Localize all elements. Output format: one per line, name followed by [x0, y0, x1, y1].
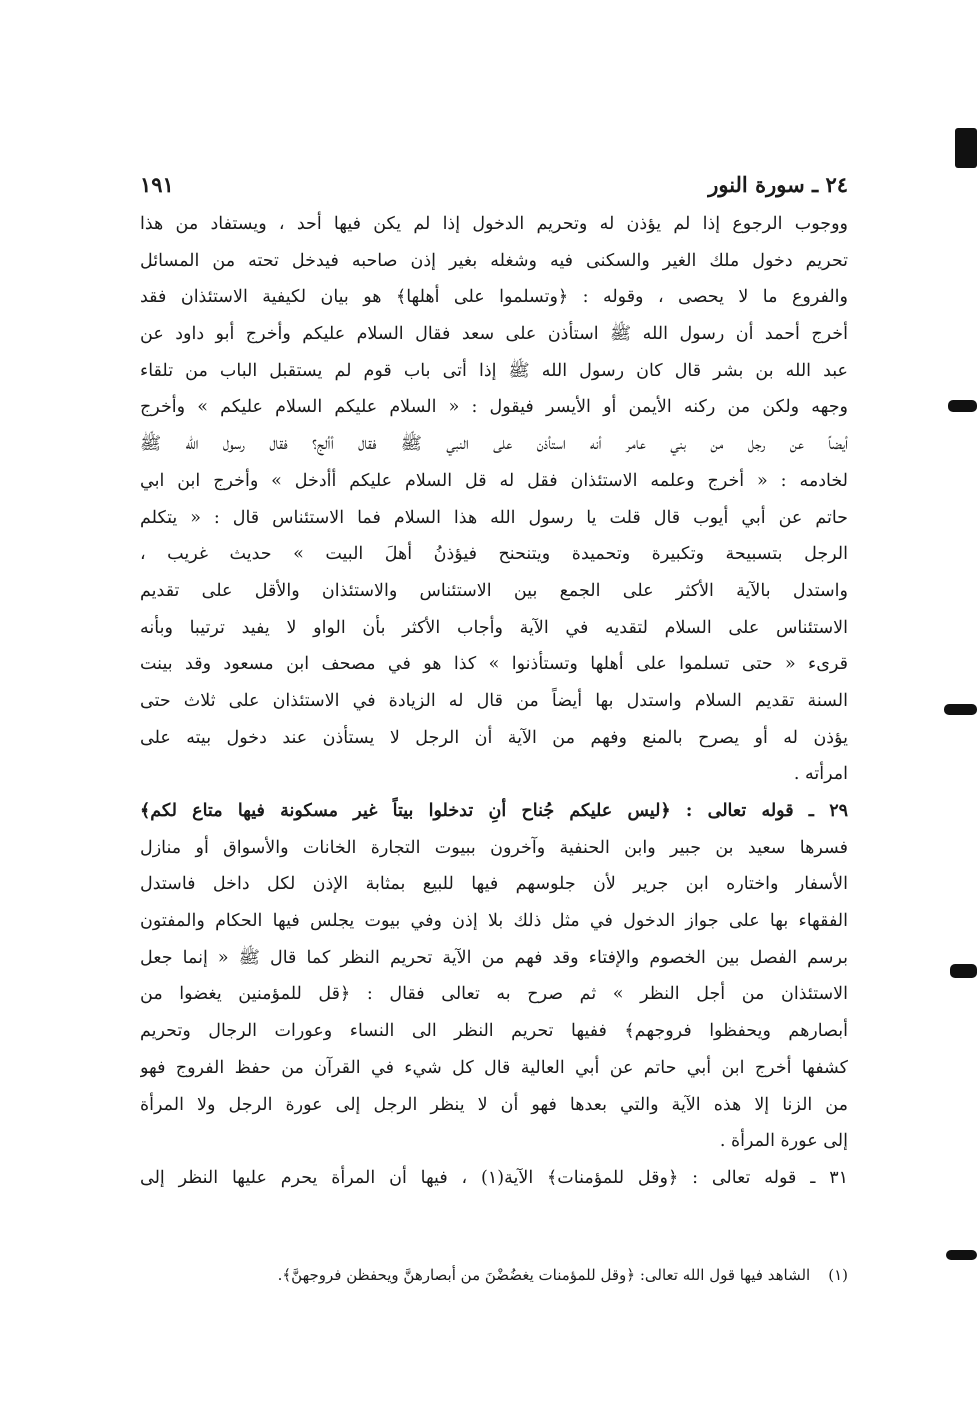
text-line: أبصارهم ويحفظوا فروجهم﴾ ففيها تحريم النظر الى النساء وعورات الرجال وتحريم [140, 1021, 848, 1042]
text-line: عبد الله بن بشر قال كان رسول الله ﷺ إذا أتى باب قوم لم يستقبل الباب من تلقاء [140, 360, 848, 381]
verse-heading-31: ٣١ ـ قوله تعالى : ﴿وقل للمؤمنات﴾ الآية(١) ، فيها أن المرأة يحرم عليها النظر إلى [140, 1167, 848, 1188]
text-line: وجهه ولكن من ركنه الأيمن أو الأيسر فيقول : « السلام عليكم السلام عليكم » وأخرج [140, 397, 848, 418]
text-line: واستدل بالآية الأكثر على الجمع بين الاستئناس والاستئذان والأقل على تقديم [140, 580, 848, 601]
text-line: يؤذن له أو يصرح بالمنع وفهم من الآية أن الرجل لا يستأذن عند دخول بيته على [140, 727, 848, 748]
text-line: فسرها سعيد بن جبير وابن الحنفية وآخرون ببيوت التجارة الخانات والأسواق أو منازل [140, 837, 848, 858]
text-line: تحريم دخول ملك الغير والسكنى فيه وشغله بغير إذن صاحبه فيدخل تحته من المسائل [140, 250, 848, 271]
footnote-text: الشاهد فيها قول الله تعالى: ﴿وقل للمؤمنات يغضُضْنَ من أبصارهنَّ ويحفظن فروجهنَّ﴾. [277, 1266, 811, 1284]
scan-edge-mark [950, 964, 977, 978]
text-line: الاستئذان من أجل النظر » ثم صرح به تعالى فقال : ﴿قل للمؤمنين يغضوا من [140, 984, 848, 1005]
text-line: كشفها أخرج ابن أبي حاتم عن أبي العالية قال كل شيء في القرآن من حفظ الفروج فهو [140, 1057, 848, 1078]
text-line: برسم الفصل بين الخصوم والإفتاء وقد فهم من الآية تحريم النظر كما قال ﷺ « إنما جعل [140, 947, 848, 968]
scan-edge-mark [955, 128, 977, 168]
verse-heading-29: ٢٩ ـ قوله تعالى : ﴿ليس عليكم جُناح أنِ تدخلوا بيتاً غير مسكونة فيها متاع لكم﴾ [140, 801, 848, 821]
running-title: ٢٤ ـ سورة النور [708, 172, 848, 197]
text-line: من الزنا إلا هذه الآية والتي بعدها فهو أن لا ينظر الرجل إلى عورة الرجل ولا المرأة [140, 1094, 848, 1115]
text-line: الاستئناس على السلام لتقديه في الآية وأجاب الأكثر بأن الواو لا يفيد ترتيبا وبأنه [140, 617, 848, 638]
scan-edge-mark [948, 400, 977, 412]
text-line: حاتم عن أبي أيوب قال قلت يا رسول الله هذا السلام فما الاستئناس قال : « يتكلم [140, 507, 848, 528]
text-line: أخرج أحمد أن رسول الله ﷺ استأذن على سعد فقال السلام عليكم وأخرج أبو داود عن [140, 324, 848, 345]
footnote [140, 1262, 848, 1288]
text-line: إلى عورة المرأة . [719, 1131, 848, 1152]
scan-edge-mark [944, 704, 977, 715]
text-line: الأسفار واختاره ابن جرير لأن جلوسهم فيها للبيع بمثابة الإذن لكل داخل فاستدل [140, 874, 848, 895]
text-line: ووجوب الرجوع إذا لم يؤذن له وتحريم الدخول إذا لم يكن فيها أحد ، ويستفاد من هذا [140, 214, 848, 234]
scan-edge-mark [946, 1250, 977, 1260]
page-number: ١٩١ [140, 172, 174, 197]
footnote-number: (١) [828, 1266, 848, 1284]
text-line: والفروع ما لا يحصى ، وقوله : ﴿وتسلموا على أهلها﴾ هو بيان لكيفية الاستئذان فقد [140, 287, 848, 308]
text-line: الرجل بتسبيحة وتكبيرة وتحميدة ويتنحنح فيؤذنُ أهلَ البيت » حديث غريب ، [140, 544, 848, 565]
text-line: أيضاً عن رجل من بني عامر أنه استأذن على النبي ﷺ فقال أألج؟ فقال رسول الله ﷺ [140, 434, 848, 455]
text-line: قرىء « حتى تسلموا على أهلها وتستأذنوا » كذا هو في مصحف ابن مسعود وقد بينت [140, 654, 848, 675]
text-line: السنة تقديم السلام واستدل بها أيضاً من قال له الزيادة في الاستئذان على ثلاث حتى [140, 690, 848, 711]
text-line: لخادمه : « أخرج وعلمه الاستئذان فقل له قل السلام عليكم أأدخل » وأخرج ابن ابي [140, 470, 848, 491]
text-line: الفقهاء بها على جواز الدخول في مثل ذلك بلا إذن وفي بيوت يجلس فيها الحكام والمفتون [140, 911, 848, 932]
text-line: امرأته . [793, 764, 848, 785]
main-text [140, 206, 848, 1197]
page-header [140, 172, 848, 204]
